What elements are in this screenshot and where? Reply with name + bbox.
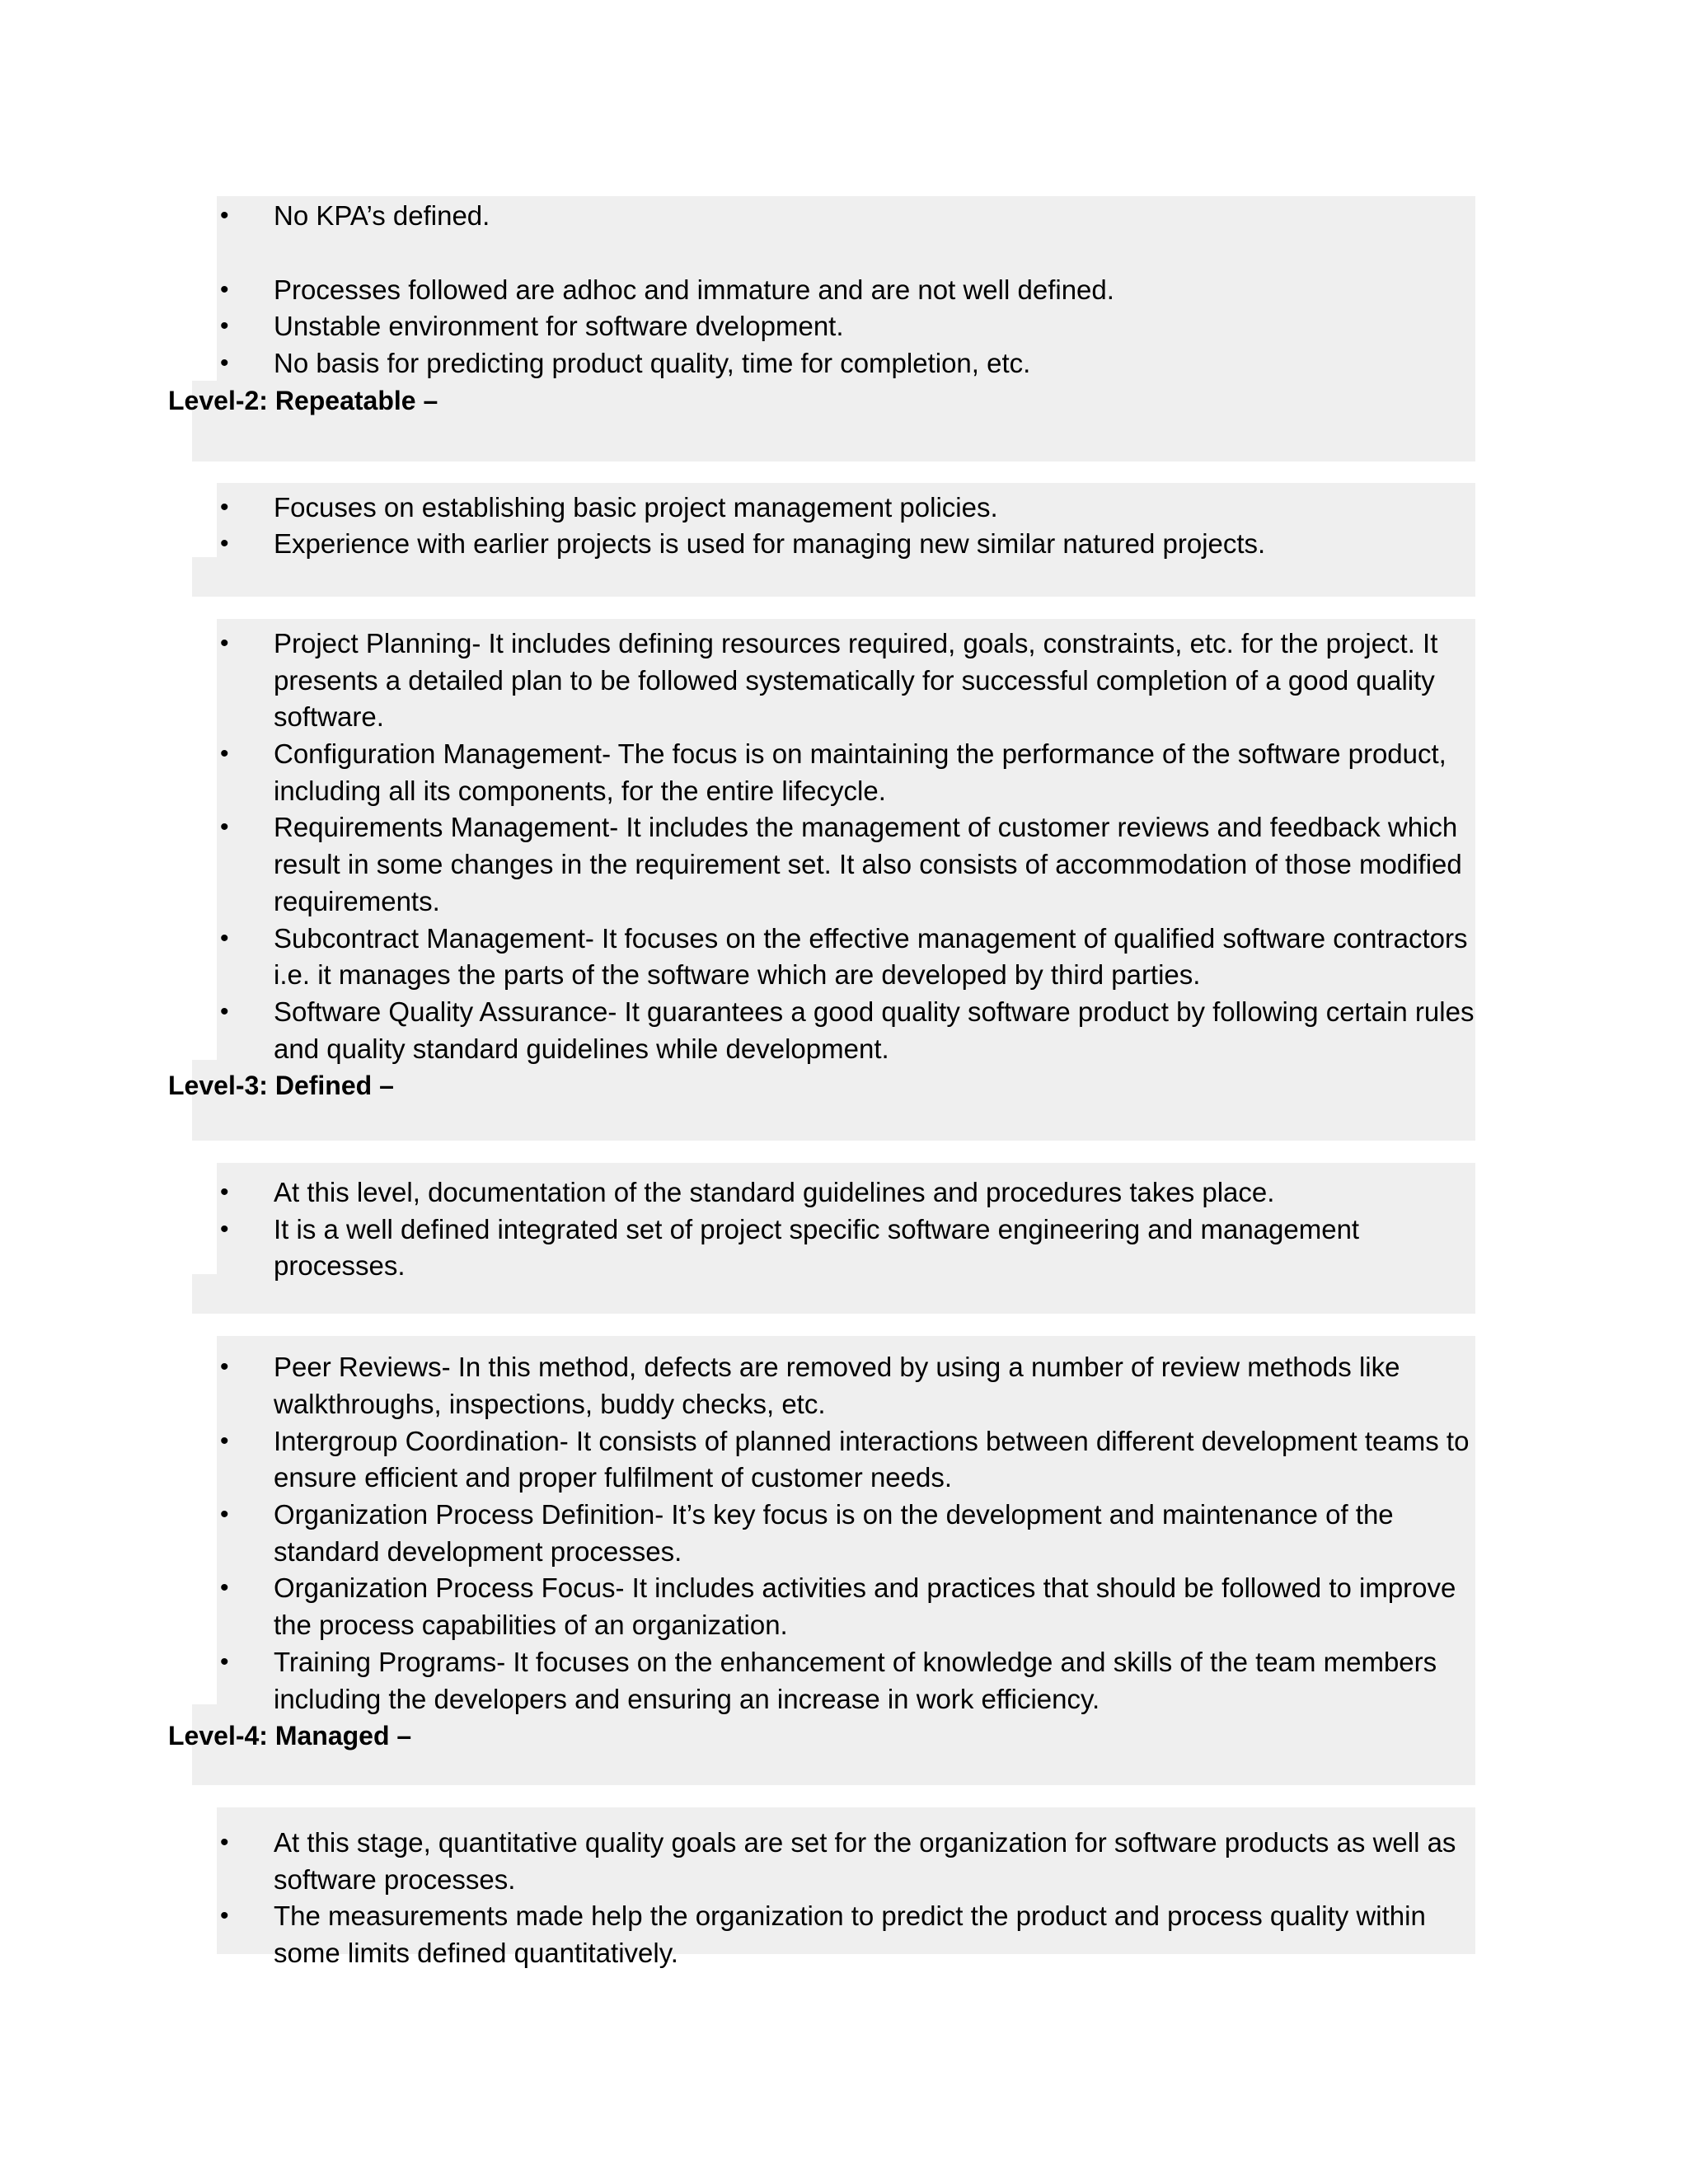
bullet-list [195, 1174, 1489, 1285]
list-item-text: Experience with earlier projects is used for managing new similar natured projects. [274, 528, 1266, 560]
bullet-icon: • [220, 530, 229, 558]
bullet-icon: • [220, 813, 229, 841]
list-item-text: Intergroup Coordination- It consists of planned interactions between different development teams to ensure efficient and proper fulfilment of customer needs. [274, 1425, 1470, 1493]
spacer [195, 419, 1489, 490]
list-item-text: Configuration Management- The focus is on maintaining the performance of the software product, including all its components, for the entire lifecycle. [274, 738, 1447, 806]
list-item-text: Organization Process Definition- It’s key focus is on the development and maintenance of the standard development processes. [274, 1498, 1394, 1567]
bullet-icon: • [220, 1574, 229, 1602]
list-item [195, 526, 1489, 563]
list-item [195, 1174, 1489, 1212]
list-item [195, 1497, 1489, 1570]
level-heading: Level-4: Managed – [168, 1721, 412, 1751]
list-item-text: The measurements made help the organization to predict the product and process quality within some limits defined quantitatively. [274, 1900, 1426, 1969]
bullet-icon: • [220, 1902, 229, 1930]
bullet-icon: • [220, 1353, 229, 1381]
list-item-text: No KPA’s defined. [274, 200, 490, 231]
bullet-icon: • [220, 629, 229, 657]
list-item [195, 345, 1489, 382]
list-item [195, 1898, 1489, 1971]
bullet-icon: • [220, 493, 229, 521]
bullet-icon: • [220, 740, 229, 768]
list-item [195, 736, 1489, 809]
bullet-icon: • [220, 312, 229, 340]
list-item [195, 490, 1489, 527]
level-heading: Level-2: Repeatable – [168, 385, 438, 415]
list-item-text: Requirements Management- It includes the management of customer reviews and feedback which result in some changes in the requirement set. It also consists of accommodation of those modified requirements. [274, 812, 1462, 916]
list-item [195, 921, 1489, 994]
bullet-list [195, 1825, 1489, 1972]
bullet-icon: • [220, 997, 229, 1025]
list-item-text: Unstable environment for software dvelopment. [274, 311, 844, 342]
bullet-list [195, 490, 1489, 563]
list-item-text: Processes followed are adhoc and immature and are not well defined. [274, 274, 1114, 305]
list-item-text: Peer Reviews- In this method, defects are removed by using a number of review methods like walkthroughs, inspections, buddy checks, etc. [274, 1352, 1400, 1419]
list-item-text: Focuses on establishing basic project management policies. [274, 491, 998, 523]
list-item-text: No basis for predicting product quality, time for completion, etc. [274, 348, 1031, 379]
list-item-text: Project Planning- It includes defining resources required, goals, constraints, etc. for the project. It presents a detailed plan to be followed systematically for successful completion of a good quality software. [274, 627, 1438, 733]
bullet-icon: • [220, 1215, 229, 1243]
list-item-text: At this level, documentation of the standard guidelines and procedures takes place. [274, 1177, 1275, 1208]
spacer [195, 563, 1489, 626]
bullet-list [195, 272, 1489, 382]
list-item [195, 198, 1489, 235]
list-item-text: Organization Process Focus- It includes activities and practices that should be followed to improve the process capabilities of an organization. [274, 1572, 1456, 1641]
bullet-icon: • [220, 202, 229, 229]
list-item [195, 1212, 1489, 1285]
spacer [195, 1755, 1489, 1825]
bullet-icon: • [220, 924, 229, 952]
spacer [195, 1104, 1489, 1174]
list-item [195, 994, 1489, 1067]
list-item-text: Software Quality Assurance- It guarantees a good quality software product by following certain rules and quality standard guidelines while development. [274, 996, 1475, 1064]
list-item-text: It is a well defined integrated set of project specific software engineering and management processes. [274, 1213, 1360, 1282]
spacer [195, 235, 1489, 272]
list-item [195, 1423, 1489, 1497]
bullet-icon: • [220, 1179, 229, 1207]
bullet-icon: • [220, 275, 229, 303]
bullet-icon: • [220, 1427, 229, 1455]
bullet-list [195, 198, 1489, 235]
level-heading: Level-3: Defined – [168, 1071, 394, 1101]
bullet-icon: • [220, 1828, 229, 1856]
list-item [195, 809, 1489, 920]
list-item-text: At this stage, quantitative quality goals are set for the organization for software products as well as software processes. [274, 1826, 1456, 1895]
list-item [195, 1570, 1489, 1643]
list-item [195, 1644, 1489, 1718]
list-item [195, 272, 1489, 309]
list-item [195, 626, 1489, 736]
bullet-icon: • [220, 1500, 229, 1528]
bullet-icon: • [220, 1647, 229, 1675]
bullet-list [195, 626, 1489, 1067]
document-body [168, 198, 1489, 1972]
list-item [195, 1349, 1489, 1422]
bullet-icon: • [220, 349, 229, 377]
list-item [195, 308, 1489, 345]
bullet-list [195, 1349, 1489, 1718]
list-item-text: Subcontract Management- It focuses on the effective management of qualified software contractors i.e. it manages the parts of the software which are developed by third parties. [274, 922, 1468, 991]
list-item-text: Training Programs- It focuses on the enhancement of knowledge and skills of the team members including the developers and ensuring an increase in work efficiency. [274, 1646, 1437, 1714]
list-item [195, 1825, 1489, 1898]
spacer [195, 1285, 1489, 1349]
